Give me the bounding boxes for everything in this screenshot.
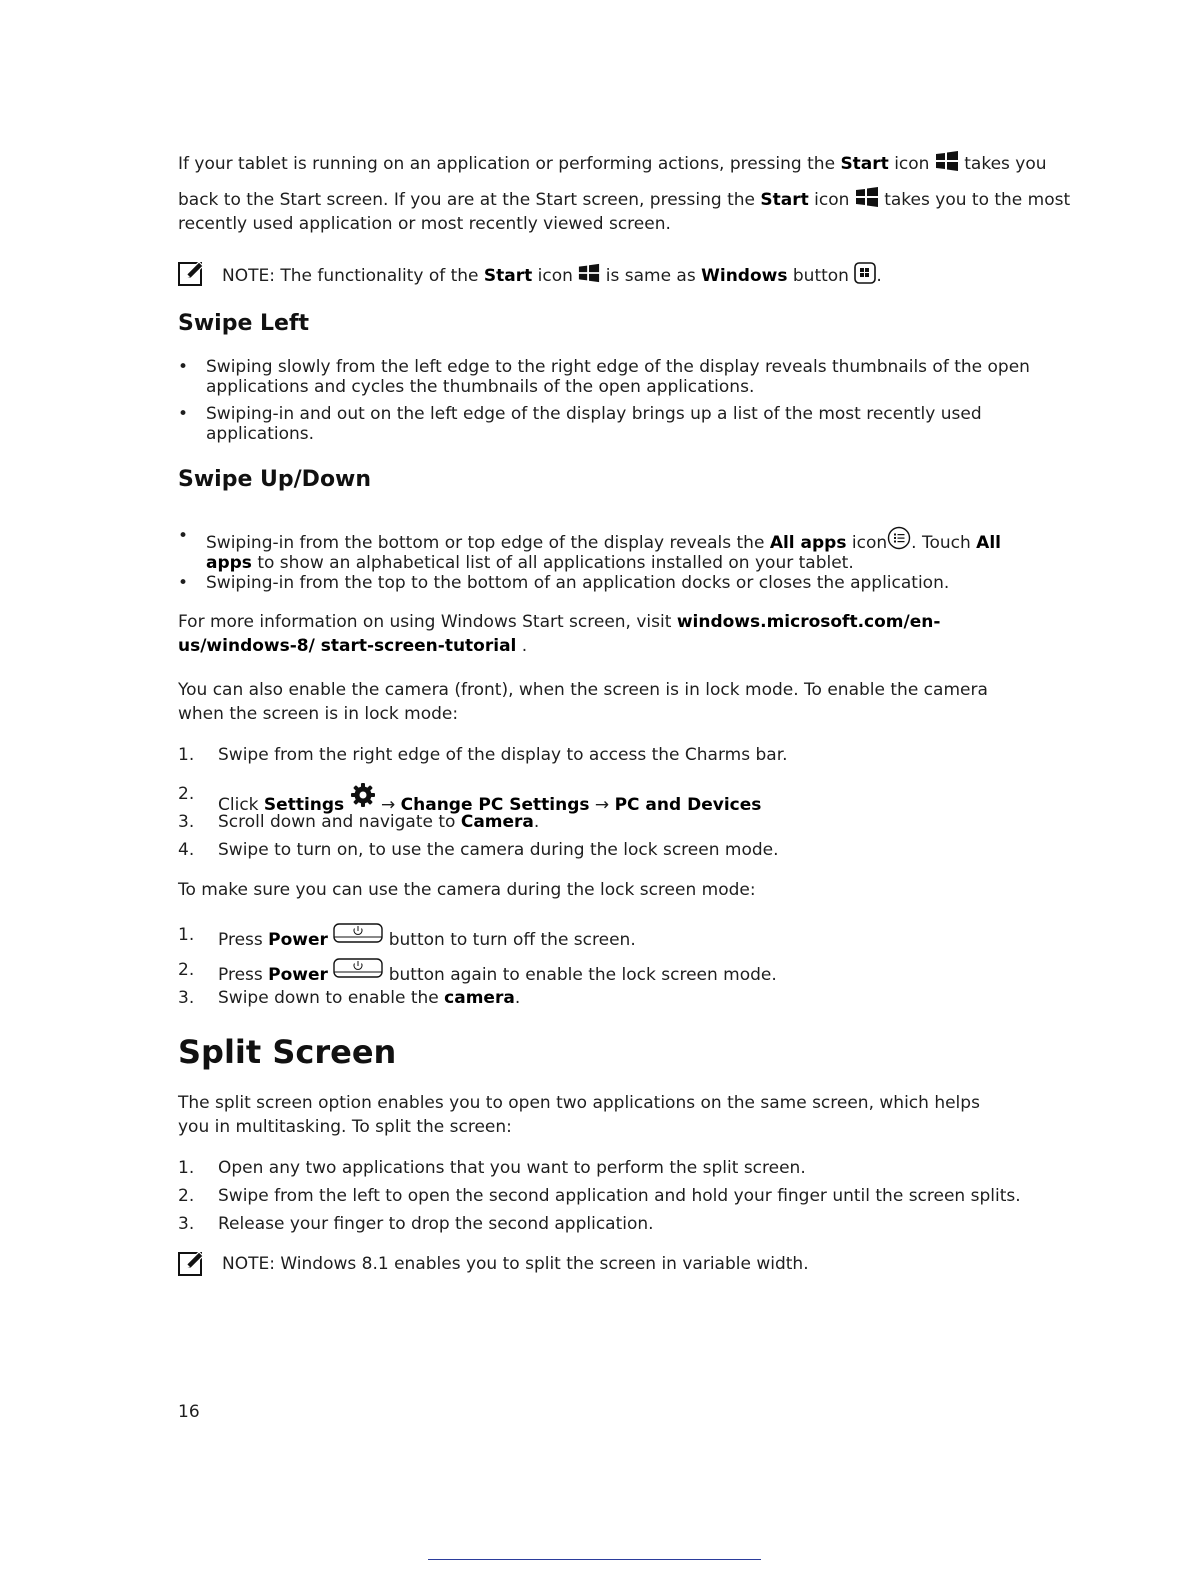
windows-start-icon bbox=[855, 186, 879, 208]
note-pencil-icon bbox=[178, 1250, 204, 1276]
windows-start-icon bbox=[578, 262, 600, 284]
footer-divider bbox=[428, 1559, 761, 1560]
windows-button-icon bbox=[854, 262, 876, 284]
camera-intro-paragraph: You can also enable the camera (front), when the screen is in lock mode. To enable the camera when the screen is in lock mode: bbox=[178, 680, 988, 724]
swipe-updown-heading: Swipe Up/Down bbox=[178, 467, 372, 492]
tutorial-link[interactable]: windows.microsoft.com/en-us/windows-8/ start-screen-tutorial bbox=[178, 612, 941, 656]
power-button-icon bbox=[333, 923, 383, 945]
note-pencil-icon bbox=[178, 260, 204, 286]
all-apps-icon bbox=[887, 526, 911, 550]
power-button-icon bbox=[333, 958, 383, 980]
intro-paragraph: If your tablet is running on an application or performing actions, pressing the Start icon takes you back to the Start screen. If you are at the Start screen, pressing the Start icon takes you to the most recently used application or most recently viewed screen. bbox=[178, 150, 1038, 236]
bullet: • bbox=[178, 573, 189, 593]
split-intro-paragraph: The split screen option enables you to open two applications on the same screen, which helps you in multitasking. To split the screen: bbox=[178, 1093, 980, 1137]
bullet: • bbox=[178, 357, 189, 377]
page-number: 16 bbox=[178, 1402, 200, 1422]
note-label: NOTE: bbox=[222, 1254, 275, 1274]
swipe-left-heading: Swipe Left bbox=[178, 311, 310, 336]
split-screen-heading: Split Screen bbox=[178, 1033, 397, 1071]
settings-gear-icon bbox=[350, 782, 376, 808]
bullet: • bbox=[178, 526, 189, 546]
bullet: • bbox=[178, 404, 189, 424]
more-info-paragraph: For more information on using Windows Start screen, visit windows.microsoft.com/en-us/windows-8/ start-screen-tutorial . bbox=[178, 612, 941, 656]
lock-intro-paragraph: To make sure you can use the camera during the lock screen mode: bbox=[178, 880, 756, 900]
note-label: NOTE: bbox=[222, 266, 275, 286]
windows-start-icon bbox=[935, 150, 959, 172]
